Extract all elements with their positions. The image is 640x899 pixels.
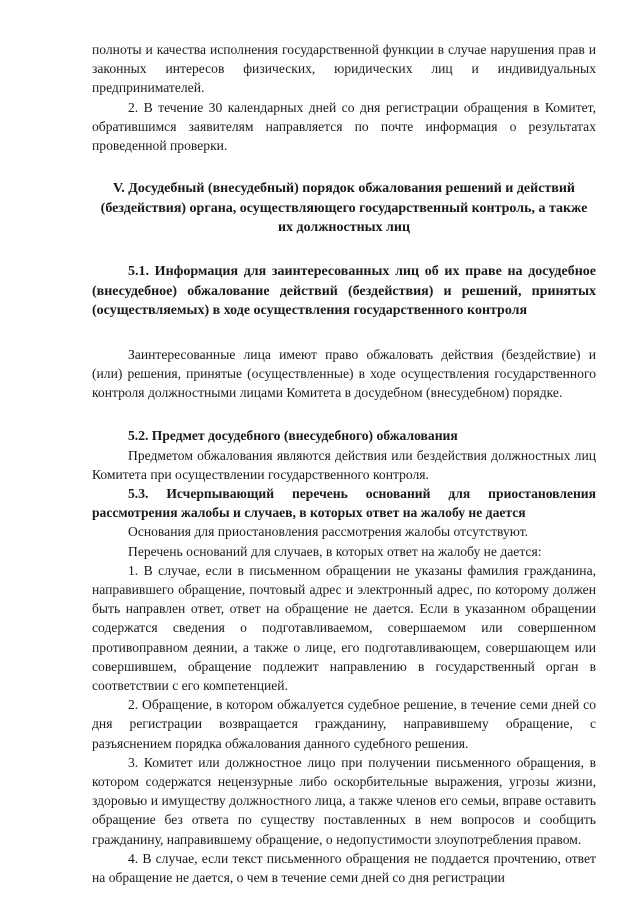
paragraph-5-1-text: Заинтересованные лица имеют право обжаловать действия (бездействие) и (или) решения, принятые (осуществленные) в ходе осуществления государственного контроля должностными лицами Комитета в досудебном (внесудебном) порядке. (92, 346, 596, 401)
document-body (92, 40, 596, 887)
paragraph-intro: полноты и качества исполнения государственной функции в случае нарушения прав и законных интересов физических, юридических лиц и индивидуальных предпринимателей. (92, 42, 596, 96)
paragraph-grounds-suspension: Основания для приостановления рассмотрения жалобы отсутствуют. (128, 524, 529, 540)
paragraph-5-2-text: Предметом обжалования являются действия или бездействия должностных лиц Комитета при осуществлении государственного контроля. (92, 447, 596, 482)
paragraph-case-1: 1. В случае, если в письменном обращении не указаны фамилия гражданина, направившего обращение, почтовый адрес и электронный адрес, по которому должен быть направлен ответ, ответ на обращение не дается. Если в указанном обращении содержатся сведения о подготавливаемом, совершаемом или совершенном противоправном деянии, а также о лице, его подготавливающем, совершающем или совершившем, обращение подлежит направлению в государственный орган в соответствии с его компетенцией. (92, 562, 596, 694)
subsection-5-2-title: 5.2. Предмет досудебного (внесудебного) обжалования (128, 428, 458, 444)
paragraph-item-2-30-days: 2. В течение 30 календарных дней со дня регистрации обращения в Комитет, обратившимся заявителям направляется по почте информация о результатах проведенной проверки. (92, 99, 596, 154)
subsection-5-3-title: 5.3. Исчерпывающий перечень оснований для приостановления рассмотрения жалобы и случаев, в которых ответ на жалобу не дается (92, 486, 596, 521)
paragraph-list-intro: Перечень оснований для случаев, в которых ответ на жалобу не дается: (128, 543, 542, 559)
section-v-title: V. Досудебный (внесудебный) порядок обжалования решений и действий (бездействия) органа, осуществляющего государственный контроль, а также их должностных лиц (100, 181, 588, 236)
paragraph-case-3: 3. Комитет или должностное лицо при получении письменного обращения, в котором содержатся нецензурные либо оскорбительные выражения, угрозы жизни, здоровью и имуществу должностного лица, а также членов его семьи, вправе оставить обращение без ответа по существу поставленных в нем вопросов и сообщить гражданину, направившему обращение, о недопустимости злоупотребления правом. (92, 754, 596, 847)
paragraph-case-2: 2. Обращение, в котором обжалуется судебное решение, в течение семи дней со дня регистрации возвращается гражданину, направившему обращение, с разъяснением порядка обжалования данного судебного решения. (92, 697, 596, 751)
subsection-5-1-title: 5.1. Информация для заинтересованных лиц об их праве на досудебное (внесудебное) обжалование действий (бездействия) и решений, принятых (осуществляемых) в ходе осуществления государственного контроля (92, 264, 596, 319)
paragraph-case-4: 4. В случае, если текст письменного обращения не поддается прочтению, ответ на обращение не дается, о чем в течение семи дней со дня регистрации (92, 850, 596, 886)
